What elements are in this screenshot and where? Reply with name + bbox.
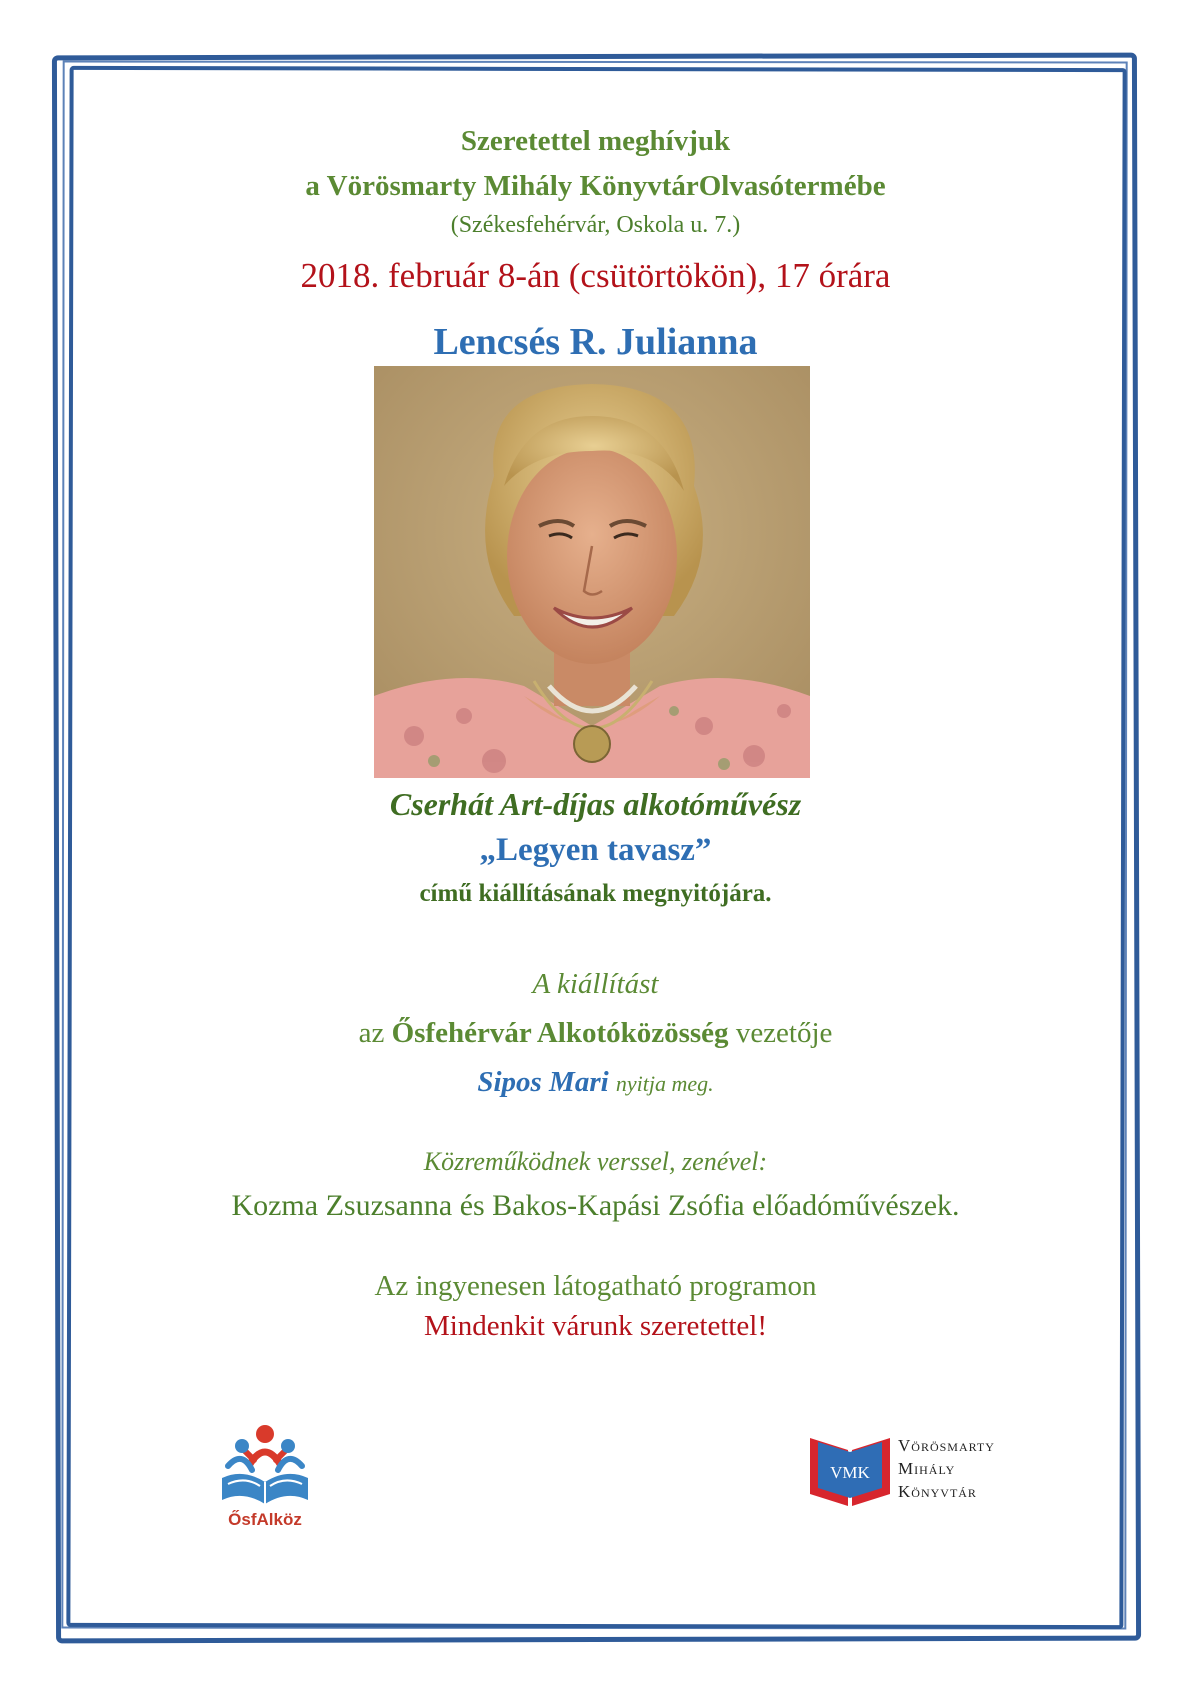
osfalkoz-logo xyxy=(210,1420,320,1530)
contributors-intro: Közreműködnek verssel, zenével: xyxy=(423,1147,768,1176)
vmk-name-line-3: Könyvtár xyxy=(898,1482,977,1501)
exhibition-title: „Legyen tavasz” xyxy=(479,832,712,868)
closing-line-1: Az ingyenesen látogatható programon xyxy=(374,1270,817,1302)
vmk-library-name xyxy=(898,1434,995,1503)
invitation-line-1: Szeretettel meghívjuk xyxy=(460,125,731,157)
opener-intro: A kiállítást xyxy=(532,968,659,1000)
opener-action: nyitja meg. xyxy=(615,1071,714,1096)
community-people-book-icon xyxy=(210,1420,320,1510)
artist-portrait xyxy=(374,366,810,778)
event-date: 2018. február 8-án (csütörtökön), 17 órára xyxy=(300,256,891,295)
vmk-name-line-2: Mihály xyxy=(898,1459,956,1478)
vmk-name-line-1: Vörösmarty xyxy=(898,1436,995,1455)
closing-line-2: Mindenkit várunk szeretettel! xyxy=(423,1310,768,1342)
vmk-book-icon xyxy=(808,1432,892,1508)
opener-name-line xyxy=(0,1066,1191,1099)
osfalkoz-logo-caption: ŐsfAlköz xyxy=(228,1510,302,1529)
opener-prefix: az xyxy=(358,1017,385,1049)
artist-name: Lencsés R. Julianna xyxy=(433,321,758,363)
opener-organization: Ősfehérvár Alkotóközösség xyxy=(391,1017,729,1049)
invitation-line-2: a Vörösmarty Mihály KönyvtárOlvasótermébe xyxy=(305,170,886,202)
vmk-library-logo xyxy=(808,1432,1048,1512)
contributors-names: Kozma Zsuzsanna és Bakos-Kapási Zsófia előadóművészek. xyxy=(231,1189,960,1222)
exhibition-opening: című kiállításának megnyitójára. xyxy=(419,880,772,907)
opener-line xyxy=(0,1017,1191,1050)
opener-suffix: vezetője xyxy=(735,1017,833,1049)
vmk-monogram: VMK xyxy=(830,1463,870,1482)
award-subtitle: Cserhát Art-díjas alkotóművész xyxy=(389,786,802,822)
opener-name: Sipos Mari xyxy=(477,1066,609,1098)
venue-address: (Székesfehérvár, Oskola u. 7.) xyxy=(450,212,741,238)
